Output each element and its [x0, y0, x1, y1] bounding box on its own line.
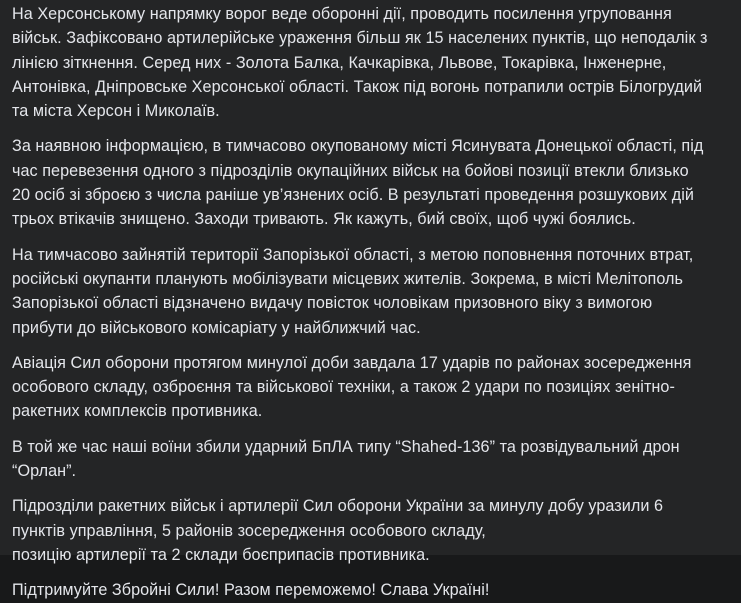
paragraph-zaporizhzhia — [12, 243, 729, 340]
text-line: ракетних комплексів противника. — [12, 402, 263, 421]
paragraph-aviation — [12, 351, 729, 424]
text-line: Авіація Сил оборони протягом минулої доби завдала 17 ударів по районах зосередження — [12, 353, 692, 372]
text-line: За наявною інформацією, в тимчасово окупованому місті Ясинувата Донецької області, під — [12, 137, 704, 156]
paragraph-closing — [12, 578, 729, 602]
text-line: Запорізької області відзначено видачу повісток чоловікам призовного віку з вимогою — [12, 294, 653, 313]
text-line: російські окупанти планують мобілізувати місцевих жителів. Зокрема, в місті Мелітополь — [12, 269, 683, 288]
text-line: військ. Зафіксовано артилерійське ураження більш як 15 населених пунктів, що неподалік з — [12, 29, 708, 48]
text-line: Підрозділи ракетних військ і артилерії Сил оборони України за минулу добу уразили 6 — [12, 497, 664, 516]
text-line: В той же час наші воїни збили ударний БпЛА типу “Shahed-136” та розвідувальний дрон — [12, 437, 680, 456]
paragraph-kherson — [12, 2, 729, 123]
text-line: час перевезення одного з підрозділів окупаційних військ на бойові позиції втекли близько — [12, 161, 689, 180]
text-line: трьох втікачів знищено. Заходи тривають. Як кажуть, бий своїх, щоб чужі боялись. — [12, 210, 636, 229]
text-line: Підтримуйте Збройні Сили! Разом переможемо! Слава Україні! — [12, 581, 490, 600]
paragraph-yasynuvata — [12, 134, 729, 231]
text-line: лінією зіткнення. Серед них - Золота Балка, Качкарівка, Львове, Токарівка, Інженерне, — [12, 53, 667, 72]
paragraph-artillery — [12, 494, 729, 567]
text-line: На тимчасово зайнятій території Запорізької області, з метою поповнення поточних втрат, — [12, 245, 694, 264]
text-line: пунктів управління, 5 районів зосередження особового складу, — [12, 521, 486, 540]
text-line: та міста Херсон і Миколаїв. — [12, 102, 220, 121]
text-line: 20 осіб зі зброєю з числа раніше ув’язнених осіб. В результаті проведення розшукових дій — [12, 186, 694, 205]
paragraph-drones — [12, 435, 729, 484]
text-line: позицію артилерії та 2 склади боєприпасів противника. — [12, 545, 430, 564]
text-line: На Херсонському напрямку ворог веде оборонні дії, проводить посилення угруповання — [12, 5, 672, 23]
text-line: прибути до військового комісаріату у найближчий час. — [12, 318, 421, 337]
text-line: Антонівка, Дніпровське Херсонської області. Також під вогонь потрапили острів Білогрудий — [12, 77, 703, 96]
text-line: особового складу, озброєння та військової техніки, а також 2 удари по позиціях зенітно- — [12, 378, 675, 397]
text-line: “Орлан”. — [12, 462, 77, 481]
